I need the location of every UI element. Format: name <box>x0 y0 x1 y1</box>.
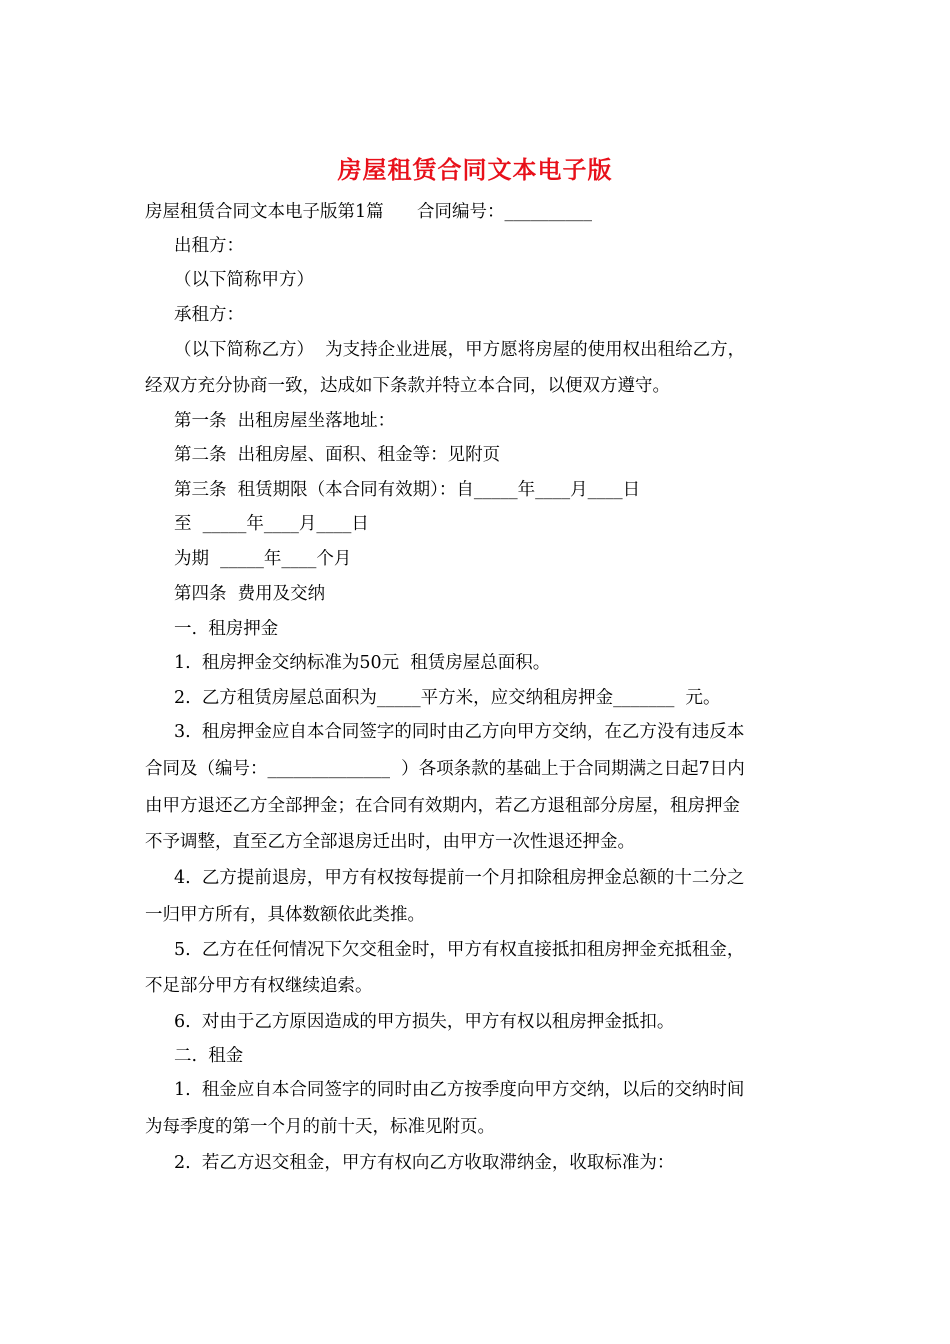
lessee-label: 承租方： <box>174 305 244 325</box>
list-item: 3. 租房押金应自本合同签字的同时由乙方向甲方交纳，在乙方没有违反本 <box>174 722 745 742</box>
list-item: 4. 乙方提前退房，甲方有权按每提前一个月扣除租房押金总额的十二分之 <box>174 868 745 888</box>
article-3: 第三条 租赁期限（本合同有效期）：自_____年____月____日 <box>174 480 641 500</box>
paragraph-line: 合同及（编号：______________ ）各项条款的基础上于合同期满之日起7日内 <box>145 759 745 779</box>
list-item: 5. 乙方在任何情况下欠交租金时，甲方有权直接抵扣租房押金充抵租金， <box>174 940 745 960</box>
section-deposit: 一. 租房押金 <box>174 619 279 639</box>
list-item: 1. 租金应自本合同签字的同时由乙方按季度向甲方交纳，以后的交纳时间 <box>174 1080 745 1100</box>
paragraph-line: 经双方充分协商一致，达成如下条款并特立本合同，以便双方遵守。 <box>145 376 670 396</box>
paragraph-line: 一归甲方所有，具体数额依此类推。 <box>145 905 425 925</box>
article-1: 第一条 出租房屋坐落地址： <box>174 411 396 431</box>
paragraph-line: 为每季度的第一个月的前十天，标准见附页。 <box>145 1117 495 1137</box>
list-item: 1. 租房押金交纳标准为50元 租赁房屋总面积。 <box>174 653 551 673</box>
lessor-label: 出租方： <box>174 236 244 256</box>
contract-header-line: 房屋租赁合同文本电子版第1篇 合同编号：__________ <box>145 202 593 222</box>
article-2: 第二条 出租房屋、面积、租金等：见附页 <box>174 445 501 465</box>
list-item: 6. 对由于乙方原因造成的甲方损失，甲方有权以租房押金抵扣。 <box>174 1012 675 1032</box>
list-item: 2. 若乙方迟交租金，甲方有权向乙方收取滞纳金，收取标准为： <box>174 1153 675 1173</box>
paragraph-line: 不足部分甲方有权继续追索。 <box>145 976 373 996</box>
section-rent: 二. 租金 <box>174 1046 244 1066</box>
paragraph-line: 由甲方退还乙方全部押金；在合同有效期内，若乙方退租部分房屋，租房押金 <box>145 796 740 816</box>
paragraph-line: （以下简称乙方） 为支持企业进展，甲方愿将房屋的使用权出租给乙方， <box>174 340 746 360</box>
paragraph-line: 不予调整，直至乙方全部退房迁出时，由甲方一次性退还押金。 <box>145 832 635 852</box>
term-duration-line: 为期 _____年____个月 <box>174 549 352 569</box>
document-title: 房屋租赁合同文本电子版 <box>337 155 613 184</box>
term-end-line: 至 _____年____月____日 <box>174 514 369 534</box>
lessor-abbrev: （以下简称甲方） <box>174 270 314 290</box>
list-item: 2. 乙方租赁房屋总面积为_____平方米，应交纳租房押金_______ 元。 <box>174 688 721 708</box>
article-4: 第四条 费用及交纳 <box>174 584 326 604</box>
